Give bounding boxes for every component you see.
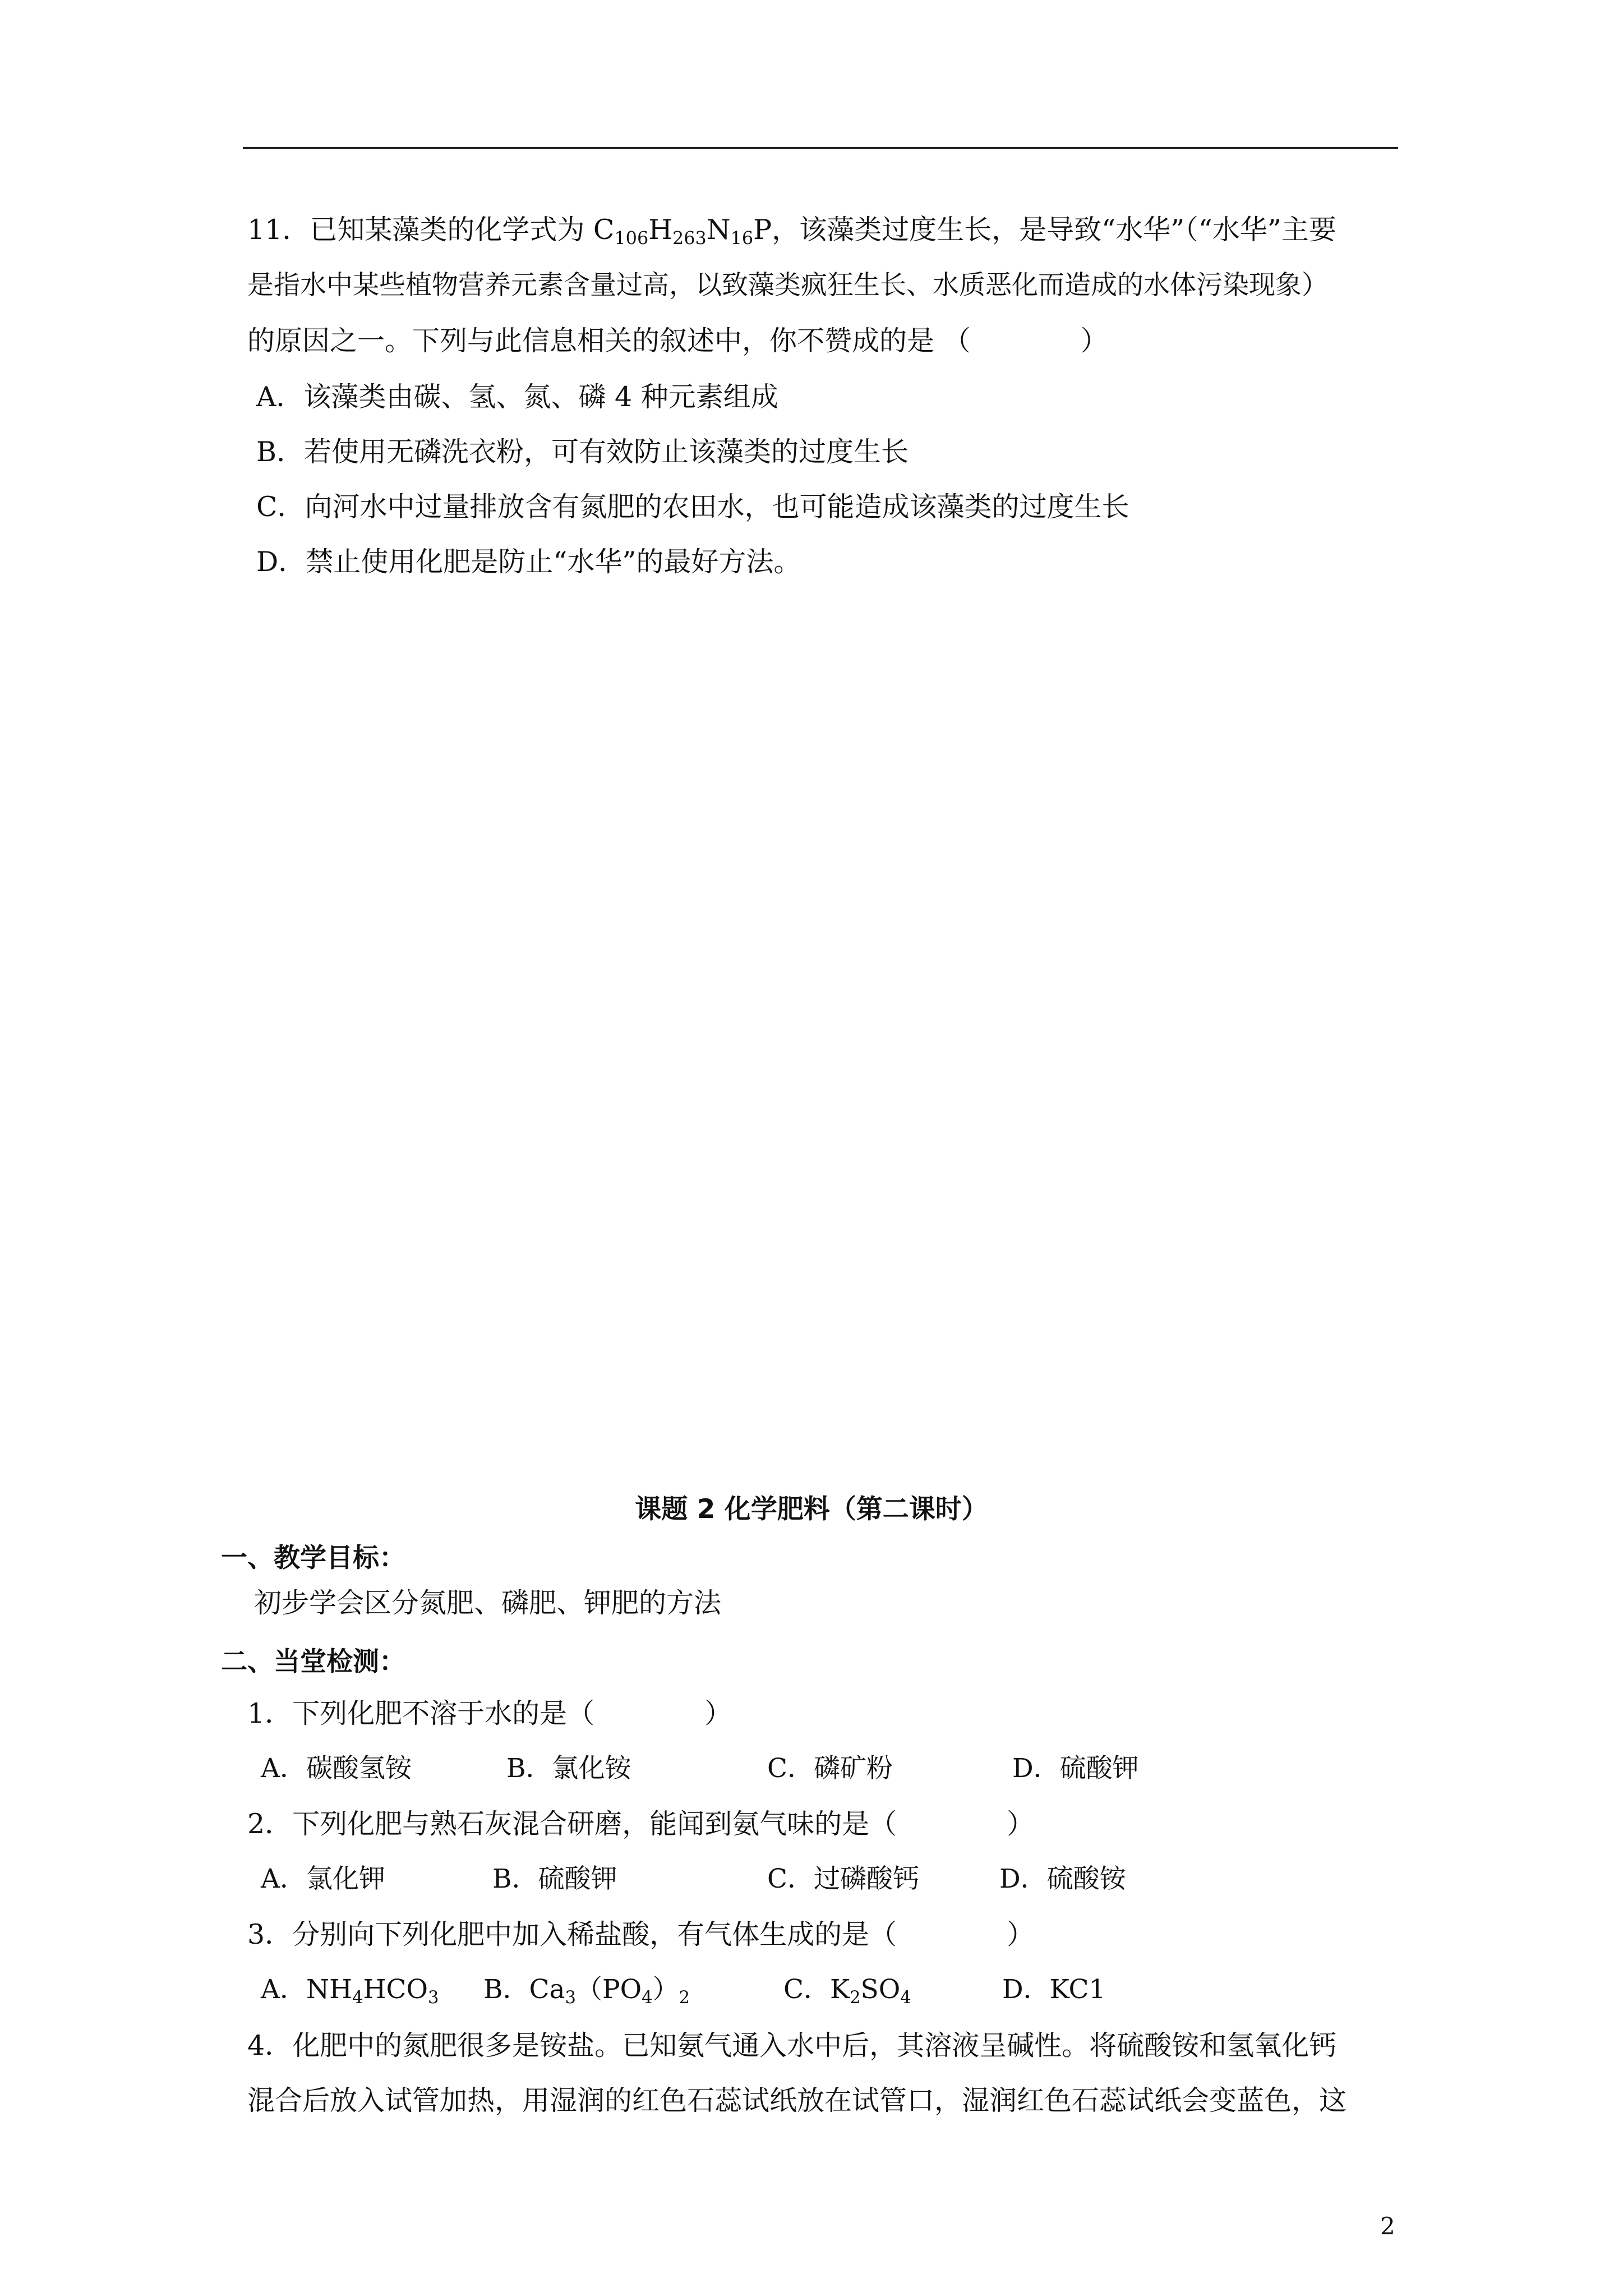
q11-option-a: A．该藻类由碳、氢、氮、磷 4 种元素组成 xyxy=(256,381,778,413)
q1-option-d: D．硫酸钾 xyxy=(1012,1753,1139,1784)
question-1-stem: 1．下列化肥不溶于水的是（ ） xyxy=(247,1697,732,1729)
q11-line3: 的原因之一。下列与此信息相关的叙述中，你不赞成的是 （ ） xyxy=(247,325,1108,357)
section1-heading: 一、教学目标： xyxy=(221,1543,405,1573)
question-2-stem: 2．下列化肥与熟石灰混合研磨，能闻到氨气味的是（ ） xyxy=(247,1808,1035,1840)
lesson-title: 课题 2 化学肥料（第二课时） xyxy=(635,1494,988,1525)
q3-option-d: D．KC1 xyxy=(1002,1974,1106,2005)
question-3-stem: 3．分别向下列化肥中加入稀盐酸，有气体生成的是（ ） xyxy=(247,1918,1035,1950)
teaching-objective: 初步学会区分氮肥、磷肥、钾肥的方法 xyxy=(254,1587,722,1619)
header-rule xyxy=(243,147,1398,149)
q3-option-b: B．$Ca_3(PO_4)_2$ xyxy=(483,1974,690,2008)
q2-option-c: C．过磷酸钙 xyxy=(767,1864,919,1894)
q11-line2: 是指水中某些植物营养元素含量过高，以致藻类疯狂生长、水质恶化而造成的水体污染现象） xyxy=(247,270,1328,301)
q1-option-c: C．磷矿粉 xyxy=(767,1753,893,1784)
q2-option-a: A．氯化钾 xyxy=(261,1864,385,1894)
q1-option-b: B．氯化铵 xyxy=(506,1753,631,1784)
q11-option-c: C．向河水中过量排放含有氮肥的农田水，也可能造成该藻类的过度生长 xyxy=(256,491,1129,523)
section2-heading: 二、当堂检测： xyxy=(221,1646,405,1677)
q3-option-a: A．$NH_4HCO_3$ xyxy=(261,1974,439,2008)
question-4-line2: 混合后放入试管加热，用湿润的红色石蕊试纸放在试管口，湿润红色石蕊试纸会变蓝色，这 xyxy=(247,2085,1347,2116)
q11-option-b: B．若使用无磷洗衣粉，可有效防止该藻类的过度生长 xyxy=(256,436,909,468)
question-4-line1: 4．化肥中的氮肥很多是铵盐。已知氨气通入水中后，其溶液呈碱性。将硫酸铵和氢氧化钙 xyxy=(247,2030,1337,2062)
q11-line1: 11．已知某藻类的化学式为 $C_{106}H_{263}N_{16}P$，该藻类过度生长，是导致“水华”（“水华”主要 xyxy=(247,214,1336,249)
q2-option-b: B．硫酸钾 xyxy=(492,1864,617,1894)
q11-option-d: D．禁止使用化肥是防止“水华”的最好方法。 xyxy=(256,546,801,578)
q2-option-d: D．硫酸铵 xyxy=(999,1864,1126,1894)
q3-option-c: C．$K_2SO_4$ xyxy=(783,1974,911,2008)
q1-option-a: A．碳酸氢铵 xyxy=(261,1753,412,1784)
page-number: 2 xyxy=(1380,2212,1395,2240)
